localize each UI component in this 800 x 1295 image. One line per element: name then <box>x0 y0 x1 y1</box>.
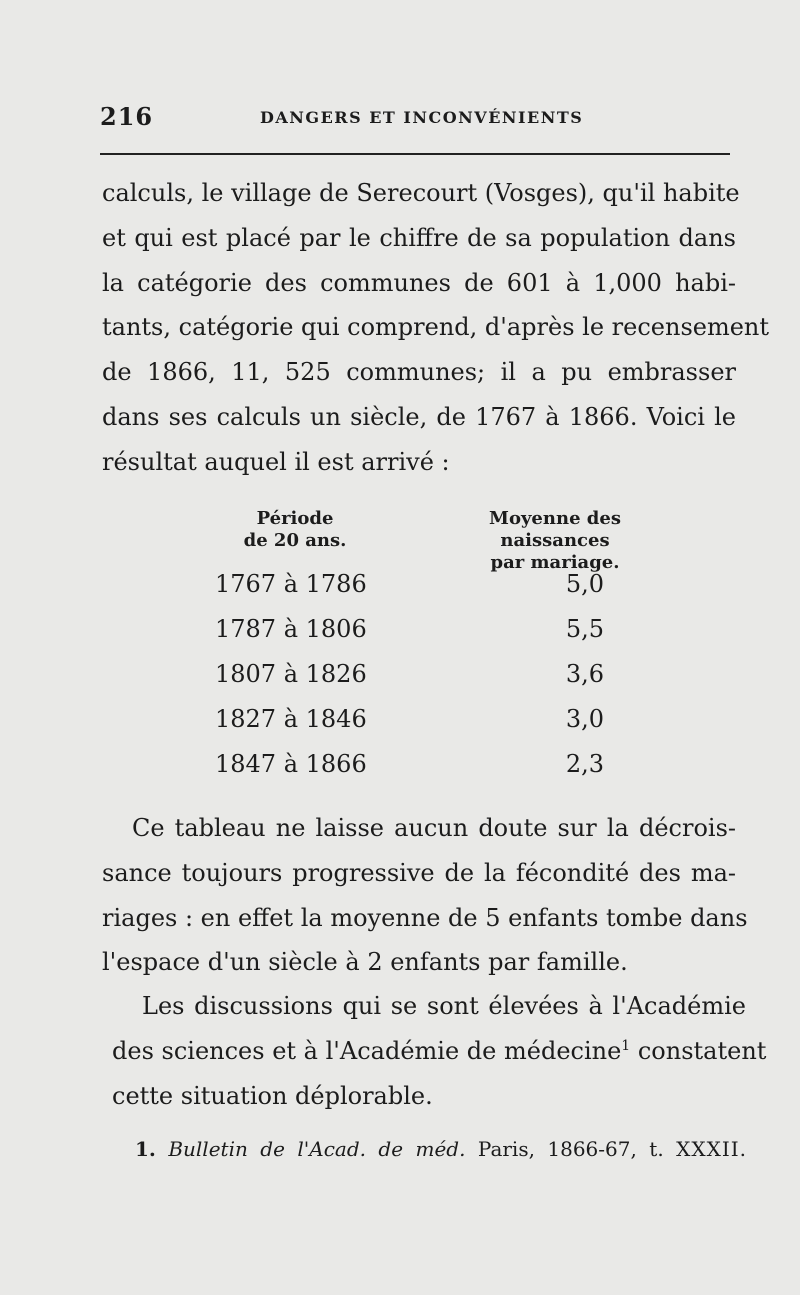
paragraph-intro <box>102 171 770 485</box>
text-segment: constatent <box>630 1036 767 1065</box>
text-line: et qui est placé par le chiffre de sa population dans <box>102 223 736 252</box>
text-line: Les discussions qui se sont élevées à l'Académie <box>142 992 746 1020</box>
column-header-average <box>455 508 655 574</box>
header-rule <box>100 153 730 155</box>
footnote-volume: XXXII. <box>676 1137 747 1161</box>
header-line: par mariage. <box>490 552 620 573</box>
table-row <box>200 660 660 700</box>
period-cell: 1807 à 1826 <box>215 660 367 688</box>
running-title: DANGERS ET INCONVÉNIENTS <box>260 108 584 127</box>
average-cell: 3,0 <box>565 705 605 733</box>
text-line <box>112 1029 767 1074</box>
text-line: cette situation déplorable. <box>112 1081 433 1110</box>
header-line: Moyenne des naissances <box>489 508 621 551</box>
paragraph-conclusion <box>102 806 748 985</box>
average-cell: 5,5 <box>565 615 605 643</box>
text-line: riages : en effet la moyenne de 5 enfants tombe dans <box>102 903 748 932</box>
header-line: de 20 ans. <box>243 530 347 551</box>
average-cell: 2,3 <box>565 750 605 778</box>
period-cell: 1847 à 1866 <box>215 750 367 778</box>
footnote-number: 1. <box>135 1137 156 1161</box>
footnote-reference[interactable]: 1 <box>621 1037 631 1054</box>
period-cell: 1767 à 1786 <box>215 570 367 598</box>
text-line: tants, catégorie qui comprend, d'après le recensement <box>102 313 770 342</box>
period-cell: 1827 à 1846 <box>215 705 367 733</box>
text-segment: des sciences et à l'Académie de médecine <box>112 1036 622 1065</box>
paragraph-academies <box>112 984 767 1118</box>
average-cell: 5,0 <box>565 570 605 598</box>
text-line: résultat auquel il est arrivé : <box>102 447 450 476</box>
text-line: l'espace d'un siècle à 2 enfants par famille. <box>102 948 628 977</box>
footnote <box>135 1137 747 1161</box>
text-line: calculs, le village de Serecourt (Vosges), qu'il habite <box>102 179 740 207</box>
footnote-details: Paris, 1866-67, t. <box>477 1137 664 1161</box>
table-row <box>200 570 660 610</box>
period-cell: 1787 à 1806 <box>215 615 367 643</box>
table-row <box>200 705 660 745</box>
text-line: sance toujours progressive de la fécondité des ma- <box>102 858 736 887</box>
average-cell: 3,6 <box>565 660 605 688</box>
page-number: 216 <box>100 102 154 131</box>
running-head <box>100 102 730 132</box>
column-header-period <box>220 508 370 552</box>
table-row <box>200 615 660 655</box>
text-line: dans ses calculs un siècle, de 1767 à 1866. Voici le <box>102 402 736 431</box>
text-line: de 1866, 11, 525 communes; il a pu embrasser <box>102 358 736 387</box>
header-line: Période <box>256 508 334 529</box>
text-line: Ce tableau ne laisse aucun doute sur la décrois- <box>132 814 736 842</box>
footnote-journal: Bulletin de l'Acad. de méd. <box>168 1137 466 1161</box>
text-line: la catégorie des communes de 601 à 1,000 habi- <box>102 268 736 297</box>
table-row <box>200 750 660 790</box>
